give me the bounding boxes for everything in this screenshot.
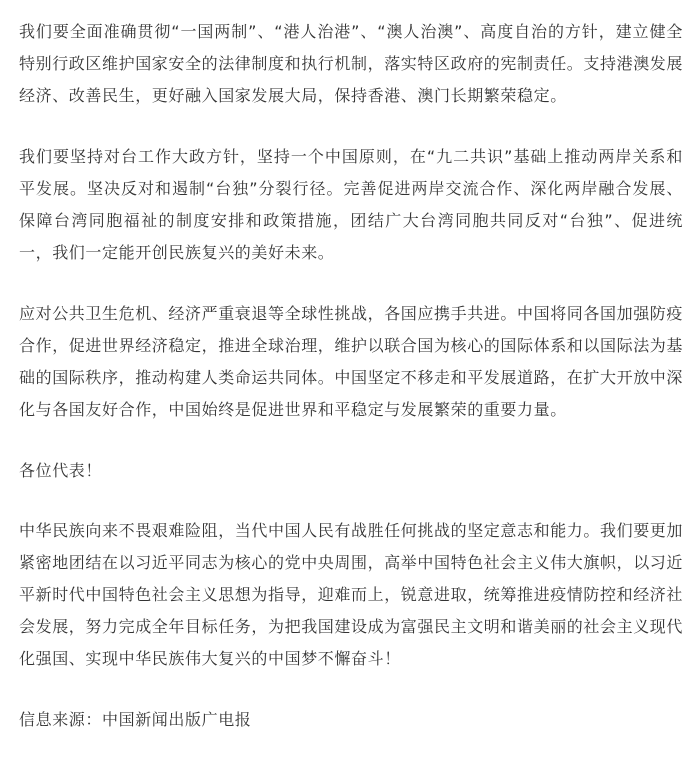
paragraph-closing: 中华民族向来不畏艰难险阻，当代中国人民有战胜任何挑战的坚定意志和能力。我们要更加紧密地团结在以习近平同志为核心的党中央周围，高举中国特色社会主义伟大旗帜，以习近平新时代中国特色社会主义思想为指导，迎难而上，锐意进取，统筹推进疫情防控和经济社会发展，努力完成全年目标任务，为把我国建设成为富强民主文明和谐美丽的社会主义现代化强国、实现中华民族伟大复兴的中国梦不懈奋斗！ bbox=[19, 521, 684, 668]
greeting-line: 各位代表！ bbox=[19, 461, 103, 480]
paragraph-global: 应对公共卫生危机、经济严重衰退等全球性挑战，各国应携手共进。中国将同各国加强防疫合作，促进世界经济稳定，推进全球治理，维护以联合国为核心的国际体系和以国际法为基础的国际秩序，推动构建人类命运共同体。中国坚定不移走和平发展道路，在扩大开放中深化与各国友好合作，中国始终是促进世界和平稳定与发展繁荣的重要力量。 bbox=[19, 304, 684, 419]
source-line: 信息来源：中国新闻出版广电报 bbox=[19, 710, 252, 729]
paragraph-hk-macao: 我们要全面准确贯彻“一国两制”、“港人治港”、“澳人治澳”、高度自治的方针，建立健全特别行政区维护国家安全的法律制度和执行机制，落实特区政府的宪制责任。支持港澳发展经济、改善民生，更好融入国家发展大局，保持香港、澳门长期繁荣稳定。 bbox=[19, 22, 684, 105]
paragraph-taiwan: 我们要坚持对台工作大政方针，坚持一个中国原则，在“九二共识”基础上推动两岸关系和平发展。坚决反对和遏制“台独”分裂行径。完善促进两岸交流合作、深化两岸融合发展、保障台湾同胞福祉的制度安排和政策措施，团结广大台湾同胞共同反对“台独”、促进统一，我们一定能开创民族复兴的美好未来。 bbox=[19, 147, 683, 262]
